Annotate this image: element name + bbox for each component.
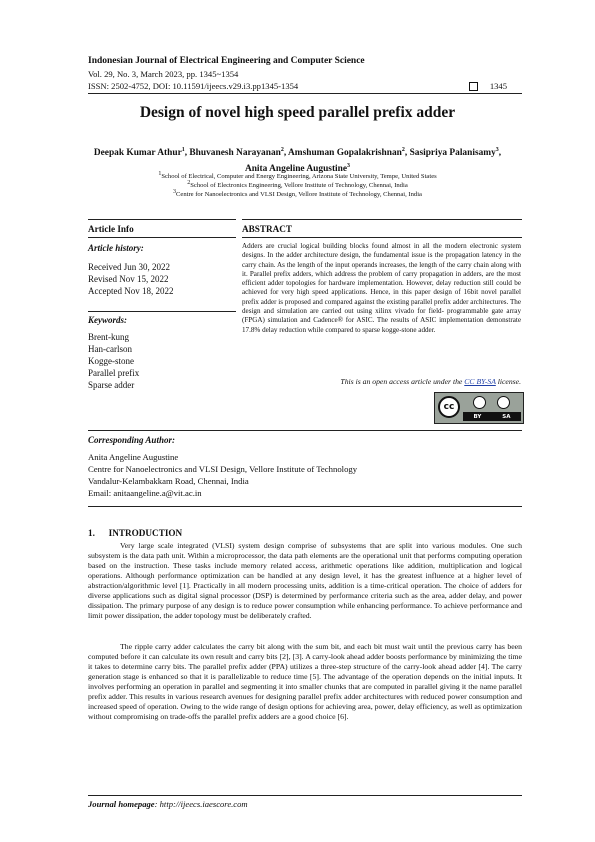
keyword-item: Brent-kung — [88, 332, 129, 342]
author-name: Deepak Kumar Athur — [93, 148, 182, 159]
corresponding-address: Vandalur-Kelambakkam Road, Chennai, India — [88, 476, 249, 486]
header-rule — [88, 93, 522, 94]
paper-title: Design of novel high speed parallel prefix adder — [139, 104, 456, 121]
keyword-item: Parallel prefix — [88, 368, 140, 378]
abstract-text: Adders are crucial logical building blocks found almost in all the modern electronic system designs. In the adder architecture design, the fundamental issue is the propagation latency in the carry chain. As the length of the input operands increases, the length of the carry chain along with it. Parallel prefix adders, which address the problem of carry propagation in adders, are the most efficient adder topologies for hardware implementation. However, delay reduction still could be achieved for very high speed applications. Hence, in this paper design of 16bit novel parallel prefix adder is proposed and compared against the existing parallel prefix adder architectures. The design and simulation are carried out using xilinx vivado for field- programmable gate array (FPGA) simulation and Cadence® for ASIC. The results of ASIC implementation demonstrate 17.8% delay reduction while compared to sparse kogge-stone adder. — [242, 242, 521, 334]
author-affiliation-mark: 2 — [280, 147, 284, 153]
history-heading: Article history: — [88, 243, 144, 253]
badge-sa-label: SA — [502, 413, 511, 420]
abstract-heading: ABSTRACT — [242, 224, 293, 234]
cc-icon: cc — [438, 396, 460, 418]
author-affiliation-mark: 3 — [495, 147, 499, 153]
abstract-top-rule — [242, 219, 522, 220]
author-separator: , — [184, 148, 190, 159]
page-number-group — [469, 81, 507, 91]
author-affiliation-mark: 2 — [401, 147, 405, 153]
cc-by-sa-badge — [434, 392, 524, 424]
intro-paragraph-1: Very large scale integrated (VLSI) system design comprise of subsystems that are split into various modules. One such subsystem is the data path unit. Within a microprocessor, the data path elements are the operational unit that performs computing operation based on the instruction. These tasks include memory related access, arithmetic operations like addition, multiplication and logical operations. Although performance optimization can be handled at any design level, it has the greatest influence at a higher level of abstraction/algorithmic level [1]. Practically in all modern processing units, addition is a time-critical operation. The choice of adders for diverse applications such as digital signal processor (DSP) is determined by performance criteria such as the area, adder delay, and power dissipation. The primary purpose of any design is to reduce power consumption while enhancing performance. To achieve performance and limit power dissipation, the adder topology must be deliberately crafted. — [88, 541, 522, 621]
license-statement: This is an open access article under the CC BY-SA license. — [340, 377, 521, 386]
keywords-heading: Keywords: — [88, 315, 127, 325]
author-name: Anita Angeline Augustine — [244, 164, 348, 175]
corresponding-email: Email: anitaangeline.a@vit.ac.in — [88, 488, 202, 498]
author-affiliation-mark: 3 — [347, 163, 351, 170]
affiliation-3: $^3$Centre for Nanoelectronics and VLSI Design, Vellore Institute of Technology, Chennai, India — [173, 189, 422, 199]
corresponding-name: Anita Angeline Augustine — [88, 452, 179, 462]
corresponding-bottom-rule — [88, 506, 522, 507]
history-accepted: Accepted Nov 18, 2022 — [88, 286, 174, 296]
history-received: Received Jun 30, 2022 — [88, 262, 170, 272]
author-name: Bhuvanesh Narayanan — [189, 148, 281, 159]
affiliation-1: $^1$School of Electrical, Computer and Energy Engineering, Arizona State University, Tempe, United States — [158, 171, 437, 181]
keyword-item: Han-carlson — [88, 344, 132, 354]
volume-line: Vol. 29, No. 3, March 2023, pp. 1345~1354 — [88, 69, 239, 79]
info-top-rule — [88, 219, 236, 220]
badge-by-label: BY — [473, 413, 482, 420]
keyword-item: Kogge-stone — [88, 356, 134, 366]
author-name: Sasipriya Palanisamy — [409, 148, 496, 159]
footer-rule — [88, 795, 522, 796]
badge-strip — [463, 412, 521, 421]
sa-share-icon — [497, 396, 510, 409]
info-head-rule — [88, 237, 236, 238]
cc-by-sa-link[interactable]: CC BY-SA — [464, 377, 496, 386]
square-icon — [469, 82, 478, 91]
by-person-icon — [473, 396, 486, 409]
keyword-item: Sparse adder — [88, 380, 135, 390]
affiliation-2: $^2$School of Electronics Engineering, Vellore Institute of Technology, Chennai, India — [187, 180, 408, 190]
corresponding-institution: Centre for Nanoelectronics and VLSI Design, Vellore Institute of Technology — [88, 464, 358, 474]
author-separator: , — [498, 148, 502, 159]
intro-paragraph-2: The ripple carry adder calculates the carry bit along with the sum bit, and each bit must wait until the previous carry has been computed before it can calculate its own result and carry bits [2], [3]. A carry-look ahead adder boosts performance by minimizing the time it takes to determine carry bits. The parallel prefix adder (PPA) utilizes a three-step structure of the carry-look ahead adder [4]. The carry generation stage is enhanced so that it is parallelizable to reduce time [5]. The advantage of the operation depends on the initial inputs. It involves performing an operation in parallel and segmenting it into smaller chunks that are computed in parallel giving it the name parallel prefix adder. This results in various research avenues for designing parallel prefix adder architectures with reduced power consumption and increased speed of operation. Owing to the wide range of design options for achieving area, power, delay efficiency, as well as optimization without compromising on trade-offs the parallel prefix adders are a good choice [6]. — [88, 642, 522, 722]
section-heading-introduction: 1. INTRODUCTION — [88, 528, 183, 538]
corresponding-rule — [88, 430, 522, 431]
keywords-rule — [88, 311, 236, 312]
issn-line: ISSN: 2502-4752, DOI: 10.11591/ijeecs.v29.i3.pp1345-1354 — [88, 81, 299, 91]
history-revised: Revised Nov 15, 2022 — [88, 274, 169, 284]
author-line-1 — [70, 144, 525, 160]
abstract-head-rule — [242, 237, 522, 238]
corresponding-heading: Corresponding Author: — [88, 435, 175, 445]
journal-name: Indonesian Journal of Electrical Engineering and Computer Science — [88, 56, 365, 66]
page-number: 1345 — [489, 81, 507, 91]
author-separator: , — [404, 148, 410, 159]
author-separator: , — [283, 148, 289, 159]
journal-homepage: Journal homepage: http://ijeecs.iaescore.com — [88, 799, 248, 809]
author-affiliation-mark: 1 — [181, 147, 185, 153]
article-info-heading: Article Info — [88, 224, 134, 234]
author-name: Amshuman Gopalakrishnan — [288, 148, 402, 159]
